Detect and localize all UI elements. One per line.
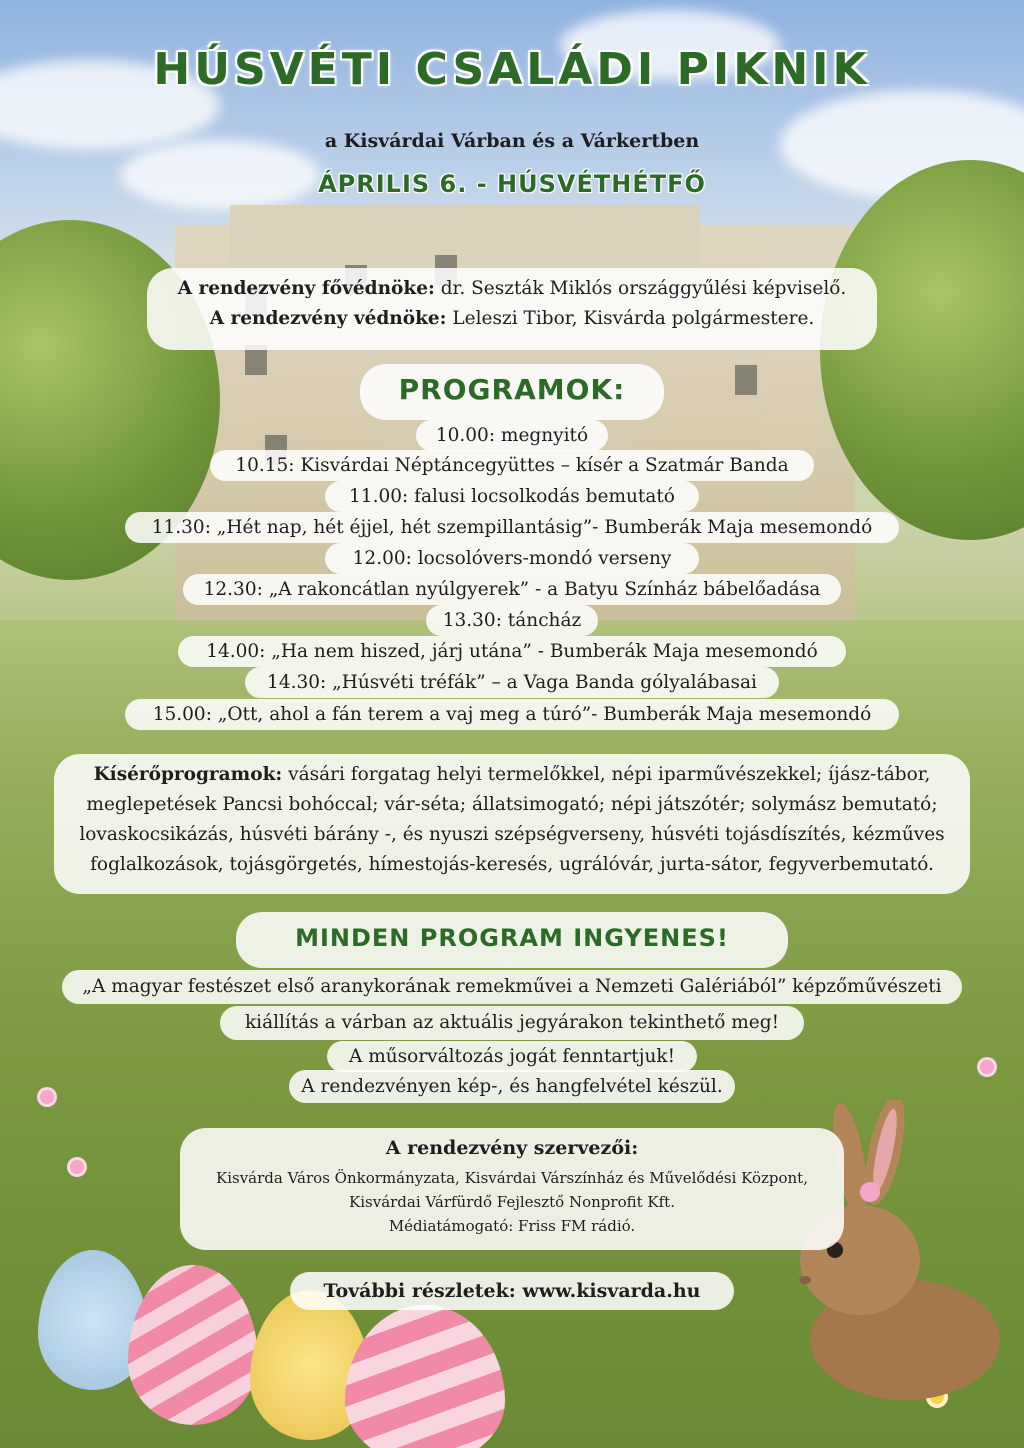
program-item: 10.00: megnyitó — [416, 420, 608, 451]
organizers-title: A rendezvény szervezői: — [385, 1137, 639, 1159]
program-item: 15.00: „Ott, ahol a fán terem a vaj meg a túró”- Bumberák Maja mesemondó — [125, 699, 899, 730]
organizers-line: Médiatámogató: Friss FM rádió. — [388, 1217, 636, 1235]
program-item: 14.30: „Húsvéti tréfák” – a Vaga Banda gólyalábasai — [245, 667, 779, 698]
note-line: „A magyar festészet első aranykorának remekművei a Nemzeti Galériából” képzőművészeti — [62, 970, 962, 1004]
note-line: A rendezvényen kép-, és hangfelvétel készül. — [289, 1070, 735, 1103]
program-item: 14.00: „Ha nem hiszed, járj utána” - Bumberák Maja mesemondó — [178, 636, 846, 667]
organizers-line: Kisvárda Város Önkormányzata, Kisvárdai Várszínház és Művelődési Központ, — [216, 1169, 808, 1187]
poster-subtitle: a Kisvárdai Várban és a Várkertben — [324, 130, 700, 152]
patron-line — [147, 304, 877, 334]
program-item: 11.30: „Hét nap, hét éjjel, hét szempillantásig”- Bumberák Maja mesemondó — [125, 512, 899, 543]
patron-value: Leleszi Tibor, Kisvárda polgármestere. — [452, 308, 815, 329]
note-line: A műsorváltozás jogát fenntartjuk! — [327, 1041, 697, 1072]
program-item: 10.15: Kisvárdai Néptáncegyüttes – kísér a Szatmár Banda — [210, 450, 814, 481]
free-programs-title: MINDEN PROGRAM INGYENES! — [295, 924, 729, 952]
side-programs-line: meglepetések Pancsi bohóccal; vár-séta; állatsimogató; népi játszótér; solymász bemutató; — [86, 794, 938, 815]
main-patron-label: A rendezvény fővédnöke: — [177, 278, 435, 299]
side-programs-line — [54, 760, 970, 790]
side-programs-text: vásári forgatag helyi termelőkkel, népi iparművészekkel; íjász-tábor, — [288, 764, 931, 785]
side-programs-line: lovaskocsikázás, húsvéti bárány -, és nyuszi szépségverseny, húsvéti tojásdíszítés, kézműves — [79, 824, 945, 845]
main-patron-value: dr. Seszták Miklós országgyűlési képviselő. — [440, 278, 847, 299]
program-item: 12.00: locsolóvers-mondó verseny — [325, 543, 699, 574]
patrons-panel — [147, 268, 877, 350]
poster-title: HÚSVÉTI CSALÁDI PIKNIK — [153, 44, 871, 95]
more-info: További részletek: www.kisvarda.hu — [290, 1272, 734, 1310]
side-programs-line: foglalkozások, tojásgörgetés, hímestojás-keresés, ugrálóvár, jurta-sátor, fegyverbemutató. — [90, 854, 934, 875]
organizers-line: Kisvárdai Várfürdő Fejlesztő Nonprofit Kft. — [349, 1193, 675, 1211]
side-programs-panel — [54, 754, 970, 894]
event-date: ÁPRILIS 6. - HÚSVÉTHÉTFŐ — [318, 170, 706, 198]
patron-label: A rendezvény védnöke: — [209, 308, 447, 329]
program-item: 13.30: táncház — [426, 605, 598, 636]
organizers-panel — [180, 1128, 844, 1250]
side-programs-label: Kísérőprogramok: — [93, 764, 283, 785]
note-line: kiállítás a várban az aktuális jegyárakon tekinthető meg! — [220, 1006, 804, 1040]
programs-title: PROGRAMOK: — [398, 373, 626, 406]
program-item: 11.00: falusi locsolkodás bemutató — [325, 481, 699, 512]
main-patron-line — [147, 274, 877, 304]
program-item: 12.30: „A rakoncátlan nyúlgyerek” - a Batyu Színház bábelőadása — [183, 574, 841, 605]
